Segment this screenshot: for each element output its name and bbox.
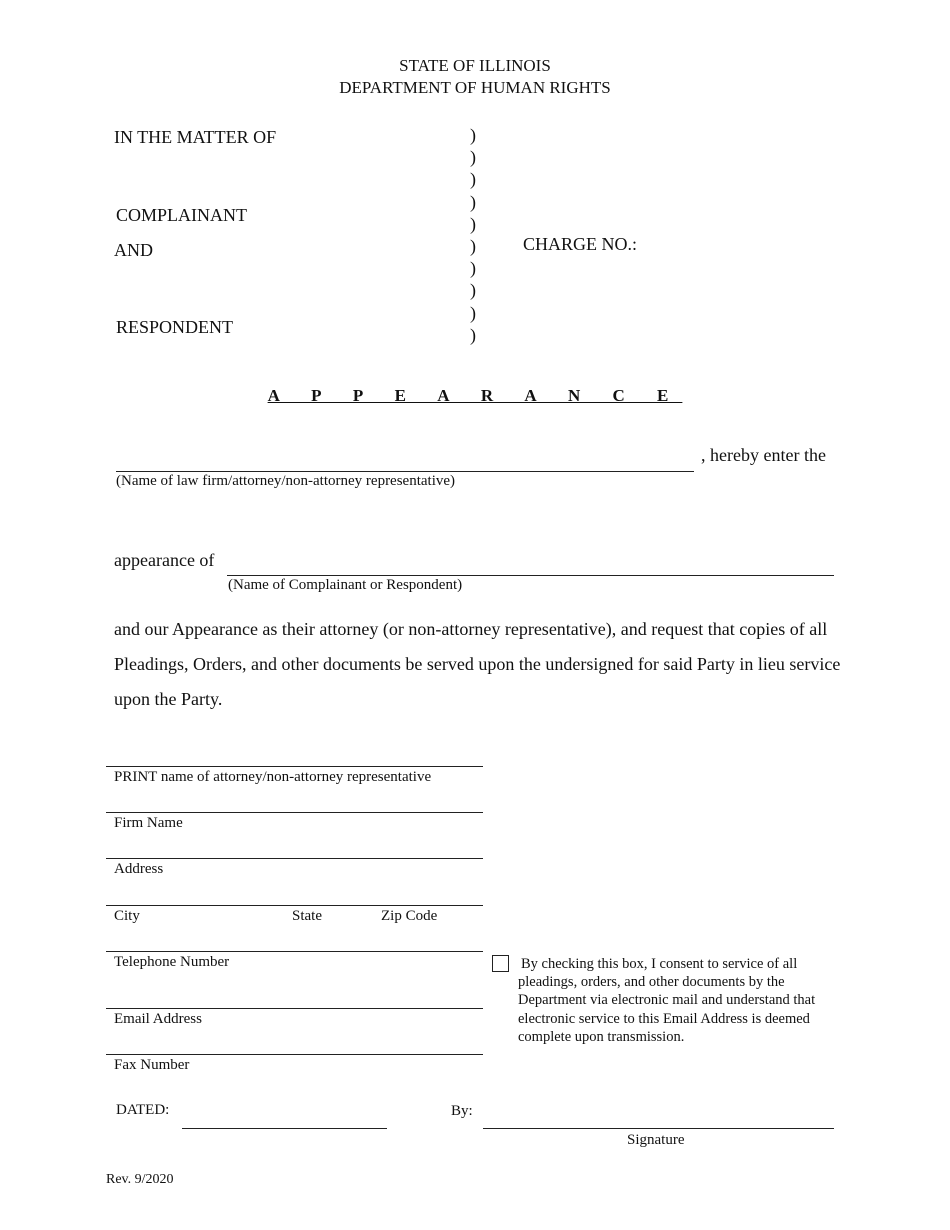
city-state-zip-line[interactable] [106,905,483,906]
respondent-label: RESPONDENT [116,317,234,337]
print-name-line[interactable] [106,766,483,767]
address-label: Address [114,861,164,877]
email-consent-text: By checking this box, I consent to service of all pleadings, orders, and other documents by the Department via electronic mail and understand that electronic service to this Email Address is deemed complete upon transmission. [518,956,816,1045]
firm-name-label: Firm Name [114,815,183,831]
paren: ) [470,125,476,145]
document-title [0,386,950,406]
paren: ) [470,147,476,168]
print-name-label: PRINT name of attorney/non-attorney representative [114,769,432,785]
date-line[interactable] [182,1128,387,1129]
party-name-line[interactable] [227,575,834,576]
complainant-label: COMPLAINANT [116,205,248,225]
fax-label: Fax Number [114,1057,190,1073]
email-label: Email Address [114,1011,202,1027]
hereby-enter-text: , hereby enter the [701,445,826,465]
appearance-of-text: appearance of [114,550,215,570]
signature-line[interactable] [483,1128,834,1129]
telephone-line[interactable] [106,951,483,952]
address-line[interactable] [106,858,483,859]
appearance-title: A P P E A R A N C E [267,386,683,405]
paren: ) [470,324,476,345]
email-consent-checkbox[interactable] [492,955,509,972]
telephone-label: Telephone Number [114,954,230,970]
dated-label: DATED: [116,1102,170,1118]
representative-name-line[interactable] [116,471,694,472]
email-line[interactable] [106,1008,483,1009]
caption-parentheses [470,124,476,346]
revision-label: Rev. 9/2020 [106,1172,174,1187]
in-the-matter-of-label: IN THE MATTER OF [114,127,277,147]
signature-label: Signature [627,1132,685,1148]
paren: ) [470,258,476,279]
paren: ) [470,280,476,301]
appearance-paragraph: and our Appearance as their attorney (or non-attorney representative), and request that copies of all Pleadings, Orders, and other documents be served upon the undersigned for said Party in lieu service upon the Party. [114,619,841,709]
and-label: AND [114,240,153,260]
paren: ) [470,191,476,212]
paren: ) [470,213,476,234]
state-label: State [292,908,322,924]
header-department: DEPARTMENT OF HUMAN RIGHTS [339,78,611,97]
charge-no-label: CHARGE NO.: [523,234,638,254]
header-state: STATE OF ILLINOIS [399,56,551,75]
paren: ) [470,302,476,323]
by-label: By: [451,1103,473,1119]
party-hint: (Name of Complainant or Respondent) [228,577,463,593]
city-label: City [114,908,140,924]
paren: ) [470,169,476,190]
zip-code-label: Zip Code [381,908,438,924]
firm-name-line[interactable] [106,812,483,813]
fax-line[interactable] [106,1054,483,1055]
representative-hint: (Name of law firm/attorney/non-attorney representative) [116,473,456,489]
paren: ) [470,236,476,257]
